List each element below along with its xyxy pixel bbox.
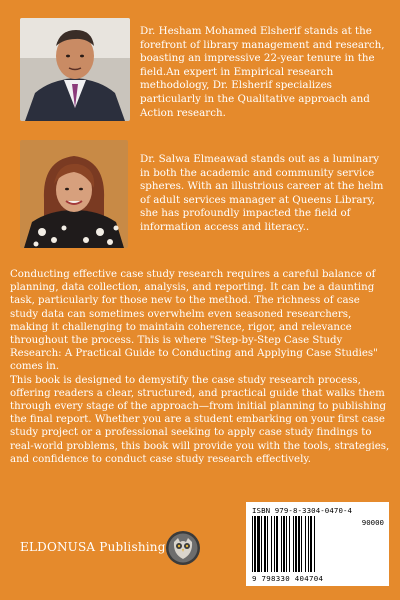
barcode-bars (252, 516, 352, 574)
author-photo-salwa (20, 140, 128, 248)
price-code: 90000 (361, 518, 384, 527)
author-bio-hesham: Dr. Hesham Mohamed Elsherif stands at the forefront of library management and research, boasting an impressive 22-year tenure in the field.An expert in Empirical research methodology, Dr. Elsherif specializes particularly in the Qualitative approach and Action research. (140, 25, 385, 119)
woman-portrait-icon (20, 140, 128, 248)
description-paragraph-2: This book is designed to demystify the case study research process, offering readers a clear, structured, and practical guide that walks them through every stage of the approach—from initial planning to publishing the final report. Whether you are a student embarking on your first case study project or a professional seeking to apply case study findings to real-world problems, this book will provide you with the tools, strategies, and confidence to conduct case study research effectively. (10, 374, 390, 465)
author-photo-hesham (20, 18, 130, 121)
isbn-label: ISBN 979-8-3304-0470-4 (252, 506, 353, 515)
author-bio-salwa: Dr. Salwa Elmeawad stands out as a luminary in both the academic and community service spheres. With an illustrious career at the helm of adult services manager at Queens Library, she has profoundly impacted the field of information access and literacy.. (140, 153, 384, 233)
man-portrait-icon (20, 18, 130, 121)
owl-logo-icon (165, 530, 201, 566)
isbn-barcode (246, 502, 389, 586)
book-description (10, 268, 390, 466)
publisher-name: ELDONUSA Publishing (20, 540, 166, 554)
description-paragraph-1: Conducting effective case study research requires a careful balance of planning, data collection, analysis, and reporting. It can be a daunting task, particularly for those new to the method. The richness of case study data can sometimes overwhelm even seasoned researchers, making it challenging to maintain coherence, rigor, and relevance throughout the process. This is where "Step-by-Step Case Study Research: A Practical Guide to Conducting and Applying Case Studies" comes in. (10, 269, 378, 373)
ean-digits: 9 798330 404704 (252, 574, 324, 583)
